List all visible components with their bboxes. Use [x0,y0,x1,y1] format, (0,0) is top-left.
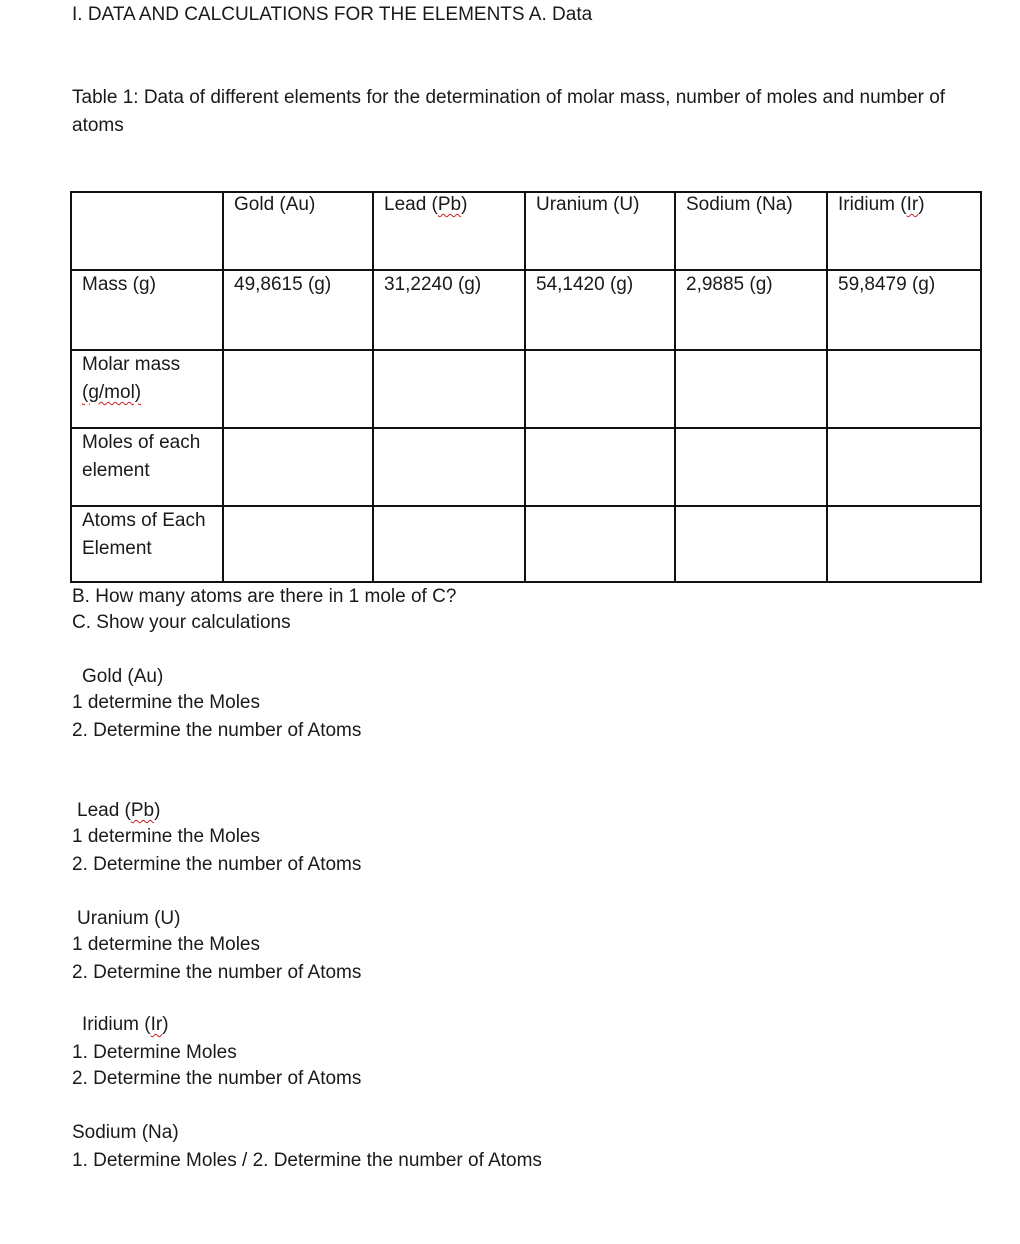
table-header-cell [71,192,223,270]
table-cell[interactable] [525,350,675,428]
table-header-cell: Uranium (U) [525,192,675,270]
table-cell: 2,9885 (g) [675,270,827,350]
table-cell: 59,8479 (g) [827,270,981,350]
table-row [71,506,981,582]
table-cell[interactable] [675,428,827,506]
lead-label: Lead (Pb) [384,194,468,215]
table-header-cell: Gold (Au) [223,192,373,270]
table-cell[interactable] [827,506,981,582]
table-header-cell: Sodium (Na) [675,192,827,270]
table-cell[interactable] [373,428,525,506]
table-cell[interactable] [223,350,373,428]
table-cell: 31,2240 (g) [373,270,525,350]
table-header-cell [373,192,525,270]
section-step: 2. Determine the number of Atoms [72,962,362,983]
table-cell[interactable] [675,350,827,428]
page-heading: I. DATA AND CALCULATIONS FOR THE ELEMENTS A. Data [72,4,593,25]
table-cell[interactable] [525,506,675,582]
section-step: 2. Determine the number of Atoms [72,854,362,875]
section-step: 1 determine the Moles [72,934,260,955]
iridium-label: Iridium (Ir) [838,194,925,215]
question-b: B. How many atoms are there in 1 mole of C? [72,586,457,607]
section-title-uranium: Uranium (U) [77,908,181,929]
table-row [71,428,981,506]
section-title-iridium: Iridium (Ir) [82,1014,169,1035]
row-label: Molar mass (g/mol) [71,350,223,428]
table-cell[interactable] [675,506,827,582]
row-label: Moles of each element [71,428,223,506]
section-step: 2. Determine the number of Atoms [72,1068,362,1089]
table-cell[interactable] [223,428,373,506]
section-title-sodium: Sodium (Na) [72,1122,179,1143]
table-cell: 49,8615 (g) [223,270,373,350]
row-label: Atoms of Each Element [71,506,223,582]
table-cell[interactable] [373,350,525,428]
section-title-gold: Gold (Au) [82,666,164,687]
question-c: C. Show your calculations [72,612,291,633]
table-header-row [71,192,981,270]
table-cell: 54,1420 (g) [525,270,675,350]
table-row [71,270,981,350]
table-cell[interactable] [223,506,373,582]
section-step: 1 determine the Moles [72,692,260,713]
table-row [71,350,981,428]
section-step: 2. Determine the number of Atoms [72,720,362,741]
table-cell[interactable] [827,428,981,506]
section-title-lead: Lead (Pb) [77,800,161,821]
table-cell[interactable] [827,350,981,428]
section-step: 1 determine the Moles [72,826,260,847]
table-cell[interactable] [525,428,675,506]
table-cell[interactable] [373,506,525,582]
section-step: 1. Determine Moles / 2. Determine the number of Atoms [72,1150,542,1171]
table-caption: Table 1: Data of different elements for the determination of molar mass, number of moles and number of atoms [72,87,946,136]
section-step: 1. Determine Moles [72,1042,237,1063]
row-label: Mass (g) [71,270,223,350]
element-data-table [70,191,982,583]
table-header-cell [827,192,981,270]
